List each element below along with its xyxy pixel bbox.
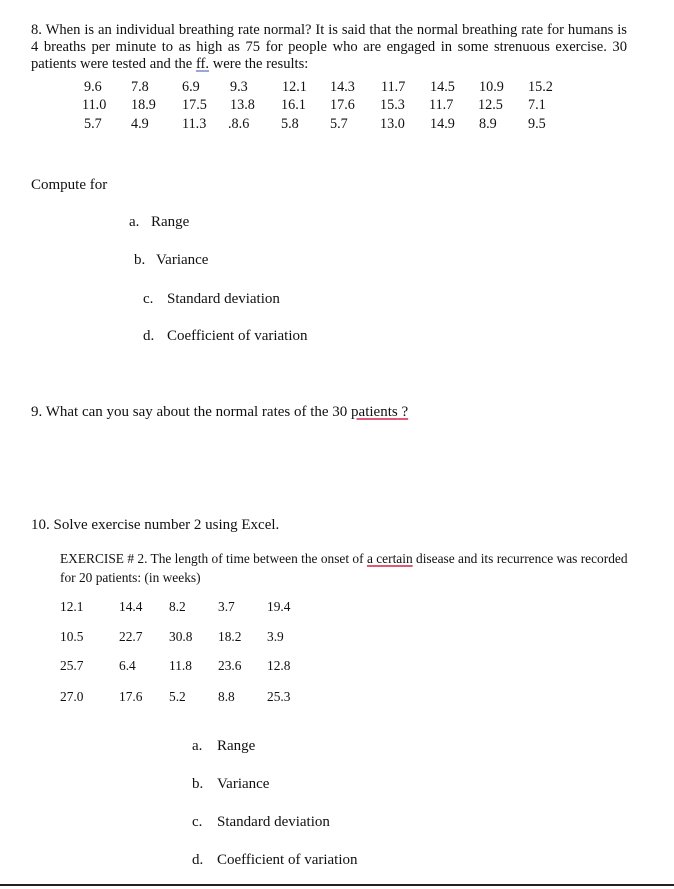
table-cell: 15.2 [528,79,553,95]
list-marker: a. [192,738,203,754]
list-item [134,251,208,269]
list-item-label: Range [217,738,256,754]
table-cell: 14.3 [330,79,355,95]
list-item [129,213,189,231]
list-item-label: Coefficient of variation [167,328,308,344]
table-cell: 5.7 [84,116,102,132]
table-cell: 6.9 [182,79,200,95]
table-cell: 9.5 [528,116,546,132]
table-cell: 15.3 [380,97,405,113]
exercise-2-body: EXERCISE # 2. The length of time between the onset of [60,551,367,566]
list-marker: b. [134,252,146,268]
table-cell: 8.9 [479,116,497,132]
patients-word: patients [351,404,398,420]
table-cell: 18.9 [131,97,156,113]
list-item-label: Coefficient of variation [217,852,358,868]
question-8-body: 8. When is an individual breathing rate normal? It is said that the normal breathing rate for humans is 4 breaths per minute to as high as 75 for people who are engaged in some strenuous exercise. 30 patients were tested and the [31,22,627,72]
table-cell: 22.7 [119,629,143,644]
table-cell: 10.9 [479,79,504,95]
list-item [192,775,269,793]
list-item [143,327,308,345]
compute-for-label: Compute for [31,177,108,193]
table-cell: 5.7 [330,116,348,132]
table-cell: 8.2 [169,599,186,614]
list-marker: d. [143,328,155,344]
list-marker: d. [192,852,204,868]
table-cell: 18.2 [218,629,242,644]
table-cell: 27.0 [60,689,84,704]
table-cell: 25.3 [267,689,291,704]
table-cell: 13.8 [230,97,255,113]
table-cell: 14.5 [430,79,455,95]
table-cell: 11.8 [169,658,192,673]
table-cell: 5.8 [281,116,299,132]
table-cell: 7.1 [528,97,546,113]
table-cell: 3.7 [218,599,235,614]
table-cell: 14.9 [430,116,455,132]
table-cell: 7.8 [131,79,149,95]
list-item-label: Variance [217,776,270,792]
ff-abbrev: ff. [195,56,210,72]
table-cell: 14.4 [119,599,143,614]
question-10-heading: 10. Solve exercise number 2 using Excel. [31,517,280,533]
table-cell: 17.6 [119,689,143,704]
list-item-label: Range [151,214,190,230]
table-cell: 12.5 [478,97,503,113]
table-cell: 6.4 [119,658,136,673]
table-cell: 10.5 [60,629,84,644]
table-cell: 11.3 [182,116,207,132]
table-cell: 11.0 [82,97,107,113]
list-item [192,737,255,755]
question-8-text [31,22,627,73]
list-item [192,813,330,831]
exercise-2-text [60,549,630,587]
table-cell: 12.8 [267,658,291,673]
table-cell: 9.6 [84,79,102,95]
list-item [143,290,280,308]
list-item-label: Standard deviation [167,291,280,307]
table-cell: 12.1 [282,79,307,95]
table-cell: 17.6 [330,97,355,113]
table-cell: 9.3 [230,79,248,95]
table-cell: 25.7 [60,658,84,673]
question-9-text [31,403,408,421]
table-cell: 11.7 [381,79,406,95]
table-cell: 5.2 [169,689,186,704]
page-bottom-divider [0,884,674,886]
question-9-body: 9. What can you say about the normal rates of the 30 [31,404,352,420]
table-cell: 8.8 [218,689,235,704]
table-cell: 3.9 [267,629,284,644]
table-cell: .8.6 [228,116,250,132]
table-cell: 11.7 [429,97,454,113]
table-cell: 4.9 [131,116,149,132]
exercise-2-tail: disease and its recurrence was recorded for 20 patients: (in weeks) [60,551,628,585]
table-cell: 13.0 [380,116,405,132]
list-marker: b. [192,776,204,792]
table-cell: 16.1 [281,97,306,113]
table-cell: 19.4 [267,599,291,614]
question-8-tail: were the results: [209,56,309,72]
table-cell: 23.6 [218,658,242,673]
table-cell: 12.1 [60,599,84,614]
list-item-label: Standard deviation [217,814,330,830]
table-cell: 17.5 [182,97,207,113]
table-cell: 30.8 [169,629,193,644]
question-9-tail: ? [397,404,409,420]
a-certain-phrase: a certain [366,551,413,566]
list-marker: c. [192,814,203,830]
list-item-label: Variance [156,252,209,268]
list-marker: c. [143,291,154,307]
list-marker: a. [129,214,140,230]
list-item [192,851,358,869]
